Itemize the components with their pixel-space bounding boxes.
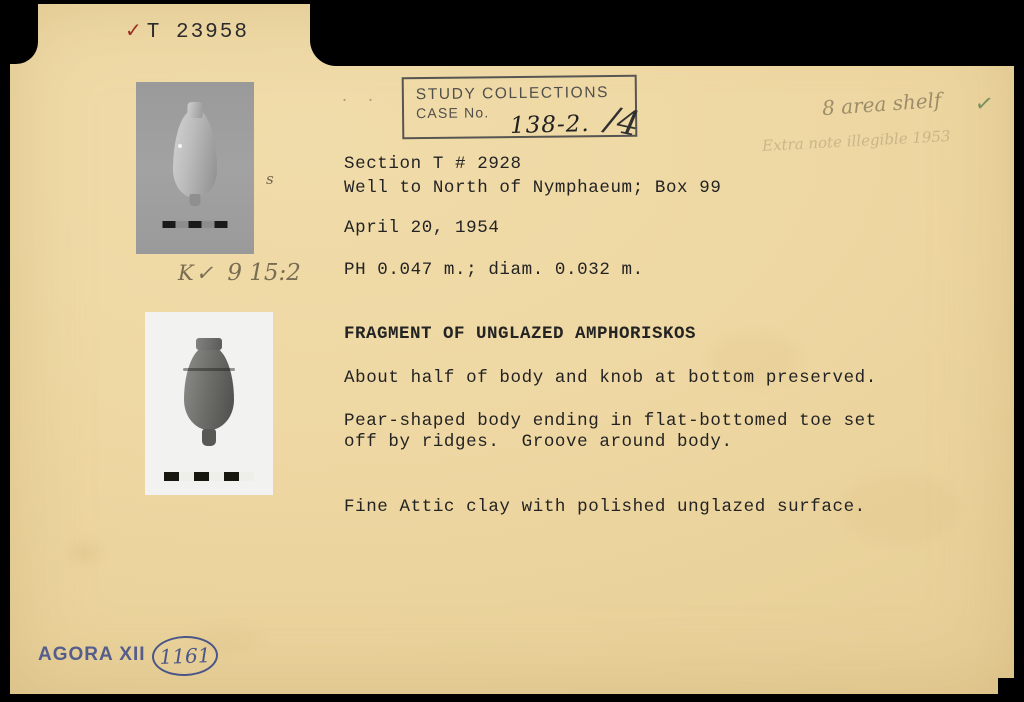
check-mark-icon: ✓ <box>125 18 144 42</box>
card-corner-cut <box>998 678 1014 694</box>
publication-reference: AGORA XII <box>38 644 146 665</box>
vessel-neck-icon <box>196 338 222 350</box>
text-dimensions: PH 0.047 m.; diam. 0.032 m. <box>344 260 644 280</box>
photograph-top <box>136 82 254 254</box>
photograph-bottom <box>145 312 273 495</box>
stamp-title: STUDY COLLECTIONS <box>415 84 610 104</box>
card-tab-notch-right <box>310 4 1024 66</box>
catalog-card <box>10 4 1014 694</box>
vessel-toe-icon <box>202 429 216 446</box>
vessel-ridge-icon <box>183 368 235 371</box>
stamp-case-suffix: /4 <box>602 98 643 146</box>
card-tab-notch-left <box>10 4 38 64</box>
catalog-number: 1161 <box>151 635 218 677</box>
pencil-note-side: s <box>266 170 274 188</box>
paper-blemish <box>70 544 100 562</box>
vessel-toe-icon <box>190 194 201 206</box>
vessel-body-icon <box>173 110 217 198</box>
pencil-note-number: 9 15:2 <box>227 260 301 286</box>
vessel-neck-icon <box>188 102 203 118</box>
text-section: Section T # 2928 <box>344 154 522 174</box>
pencil-note-faint: Extra note illegible 1953 <box>761 127 951 155</box>
check-mark-icon: ✓ <box>195 261 214 285</box>
stamp-case-label: CASE No. <box>415 104 490 122</box>
text-description-shape-line1: Pear-shaped body ending in flat-bottomed toe set <box>344 411 877 431</box>
inventory-number <box>125 18 249 44</box>
pencil-note-shelf: 8 area shelf <box>821 87 943 121</box>
scale-bar-icon <box>163 221 228 228</box>
vessel-highlight-icon <box>178 144 182 148</box>
scale-bar-icon <box>164 472 254 481</box>
stamp-case-value: 138-2. <box>509 110 590 140</box>
pencil-note-letter: K <box>178 261 196 285</box>
check-mark-icon: ✓ <box>973 90 996 119</box>
inventory-number-value: T 23958 <box>146 21 249 44</box>
text-description-preservation: About half of body and knob at bottom preserved. <box>344 368 877 388</box>
text-date: April 20, 1954 <box>344 218 500 238</box>
pencil-marks-top: · · <box>340 92 380 109</box>
pencil-note-middle <box>178 260 301 286</box>
text-description-fabric: Fine Attic clay with polished unglazed surface. <box>344 497 866 517</box>
text-object-title: FRAGMENT OF UNGLAZED AMPHORISKOS <box>344 324 697 344</box>
vessel-body-icon <box>184 346 234 430</box>
text-description-shape-line2: off by ridges. Groove around body. <box>344 432 733 452</box>
text-findspot: Well to North of Nymphaeum; Box 99 <box>344 178 722 198</box>
